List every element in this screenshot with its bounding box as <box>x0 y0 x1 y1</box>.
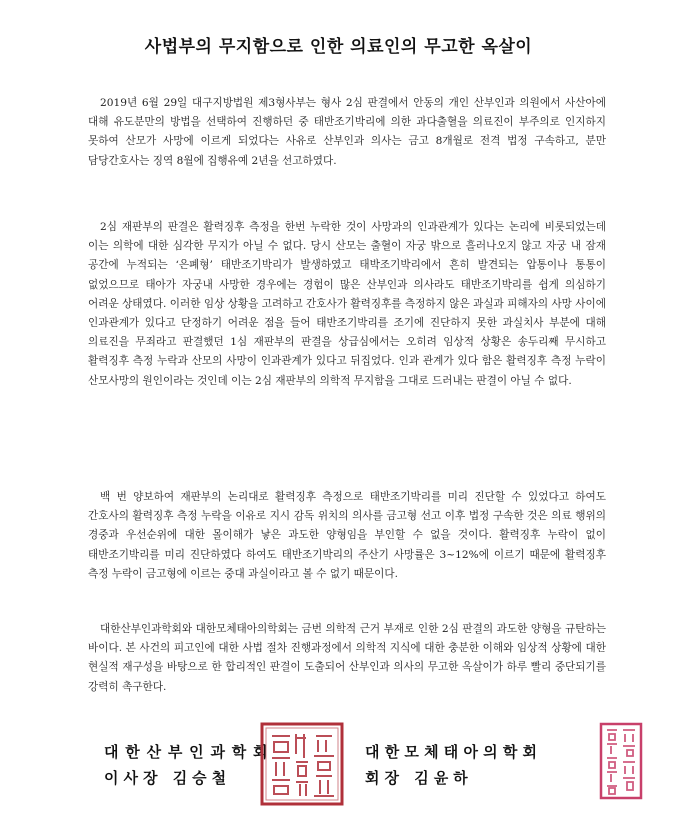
paragraph-text: 2019년 6월 29일 대구지방법원 제3형사부는 형사 2심 판결에서 안동의 개인 산부인과 의원에서 사산아에 대해 유도분만의 방법을 선택하여 진행하던 중 태반조기박리에 의한 과다출혈을 의료진이 부주의로 인지하지 못하여 산모가 사망에 이르게 되었다는 사유로 산부인과 의사는 금고 8개월로 전격 법정 구속하고, 분만 담당간호사는 징역 8월에 집행유예 2년을 선고하였다. <box>88 97 606 167</box>
signature-title-kso: 이사장 김승철 <box>104 769 232 787</box>
page-title: 사법부의 무지함으로 인한 의료인의 무고한 옥살이 <box>144 37 533 57</box>
paragraph-3 <box>88 488 606 584</box>
paragraph-text: 2심 재판부의 판결은 활력징후 측정을 한번 누락한 것이 사망과의 인과관계가 있다는 논리에 비롯되었는데 이는 의학에 대한 심각한 무지가 아닐 수 없다. 당시 산모는 출혈이 자궁 밖으로 흘러나오지 않고 자궁 내 잠재 공간에 누적되는 ‘은폐형’ 태반조기박리가 발생하였고 태박조기박리에서 흔히 발견되는 압통이나 통통이 없었으므로 태아가 자궁내 사망한 경우에는 경험이 많은 산부인과 의사라도 태반조기박리를 쉽게 의심하기 어려운 상태였다. 이러한 임상 상황을 고려하고 간호사가 활력징후를 측정하지 않은 과실과 피해자의 사망 사이에 인과관계가 있다고 단정하기 어려운 점을 들어 태반조기박리를 조기에 진단하지 못한 과실치사 부분에 대해 의료진을 무죄라고 판결했던 1심 재판부의 판결을 상급심에서는 오히려 임상적 상황은 송두리째 무시하고 활력징후 측정 누락과 산모의 사망이 인과관계가 있다고 뒤집었다. 인과 관계가 있다 함은 활력징후 측정 누락이 산모사망의 원인이라는 것인데 이는 2심 재판부의 의학적 무지함을 그대로 드러내는 판결이 아닐 수 없다. <box>88 221 606 387</box>
paragraph-text: 백 번 양보하여 재판부의 논리대로 활력징후 측정으로 태반조기박리를 미리 진단할 수 있었다고 하여도 간호사의 활력징후 측정 누락을 이유로 지시 감독 위치의 의사를 금고형 선고 이후 법정 구속한 것은 의료 행위의 경중과 우선순위에 대한 몰이해가 낳은 과도한 양형임을 부인할 수 없을 것이다. 활력징후 누락이 없이 태반조기박리를 미리 진단하였다 하여도 태반조기박리의 주산기 사망률은 3~12%에 이르기 때문에 활력징후 측정 누락이 금고형에 이르는 중대 과실이라고 볼 수 없기 때문이다. <box>88 491 606 580</box>
paragraph-2 <box>88 218 606 391</box>
signature-org-kmfm: 대한모체태아의학회 <box>365 743 543 761</box>
paragraph-1 <box>88 94 606 171</box>
signature-title-kmfm: 회장 김윤하 <box>365 769 473 787</box>
paragraph-text: 대한산부인과학회와 대한모체태아의학회는 금번 의학적 근거 부재로 인한 2심 판결의 과도한 양형을 규탄하는 바이다. 본 사건의 피고인에 대한 사법 절차 진행과정에서 의학적 지식에 대한 충분한 이해와 임상적 상황에 대한 현실적 재구성을 바탕으로 한 합리적인 판결이 도출되어 산부인과 의사의 무고한 옥살이가 하루 빨리 중단되기를 강력히 촉구한다. <box>88 623 606 693</box>
paragraph-4 <box>88 620 606 697</box>
red-square-seal-icon <box>260 722 344 806</box>
signature-org-kso: 대한산부인과학회 <box>104 743 275 761</box>
red-vertical-seal-icon <box>599 722 643 800</box>
